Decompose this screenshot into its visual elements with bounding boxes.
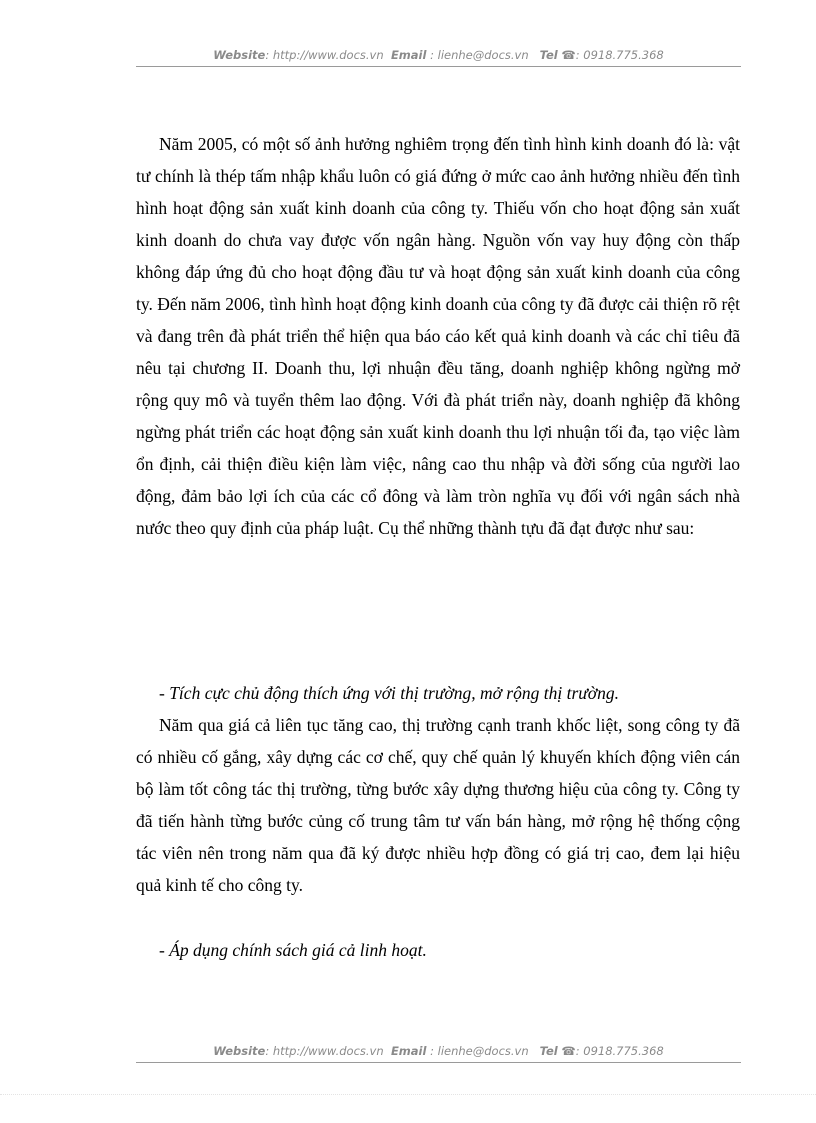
phone-icon: ☎ xyxy=(561,48,576,62)
list-item-market xyxy=(136,677,740,709)
header-email-label: Email xyxy=(390,48,427,62)
header-tel-label: Tel xyxy=(539,48,558,62)
header-email-link[interactable]: : lienhe@docs.vn xyxy=(430,48,529,62)
header-tel-value: : 0918.775.368 xyxy=(575,48,664,62)
page-header xyxy=(136,48,741,62)
body-paragraph-2 xyxy=(136,709,740,901)
header-divider xyxy=(136,66,741,67)
footer-tel-value: : 0918.775.368 xyxy=(575,1044,664,1058)
page-footer xyxy=(136,1044,741,1058)
list-item-pricing xyxy=(136,934,740,966)
header-website-link[interactable]: : http://www.docs.vn xyxy=(265,48,384,62)
page-bottom-edge xyxy=(0,1094,816,1095)
list-item-text: - Tích cực chủ động thích ứng với thị trường, mở rộng thị trường. xyxy=(159,683,620,703)
list-item-text: - Áp dụng chính sách giá cả linh hoạt. xyxy=(159,940,427,960)
footer-tel-label: Tel xyxy=(539,1044,558,1058)
footer-website-label: Website xyxy=(213,1044,266,1058)
paragraph-text: Năm qua giá cả liên tục tăng cao, thị trường cạnh tranh khốc liệt, song công ty đã có nhiều cố gắng, xây dựng các cơ chế, quy chế quản lý khuyến khích động viên cán bộ làm tốt công tác thị trường, từng bước xây dựng thương hiệu của công ty. Công ty đã tiến hành từng bước củng cố trung tâm tư vấn bán hàng, mở rộng hệ thống cộng tác viên nên trong năm qua đã ký được nhiều hợp đồng có giá trị cao, đem lại hiệu quả kinh tế cho công ty. xyxy=(136,715,740,895)
footer-email-label: Email xyxy=(390,1044,427,1058)
footer-website-link[interactable]: : http://www.docs.vn xyxy=(265,1044,384,1058)
footer-divider xyxy=(136,1062,741,1063)
footer-email-link[interactable]: : lienhe@docs.vn xyxy=(430,1044,529,1058)
header-website-label: Website xyxy=(213,48,266,62)
phone-icon: ☎ xyxy=(561,1044,576,1058)
body-paragraph-1 xyxy=(136,128,740,544)
paragraph-text: Năm 2005, có một số ảnh hưởng nghiêm trọng đến tình hình kinh doanh đó là: vật tư chính là thép tấm nhập khẩu luôn có giá đứng ở mức cao ảnh hưởng nhiều đến tình hình hoạt động sản xuất kinh doanh của công ty. Thiếu vốn cho hoạt động sản xuất kinh doanh do chưa vay được vốn ngân hàng. Nguồn vốn vay huy động còn thấp không đáp ứng đủ cho hoạt động đầu tư và hoạt động sản xuất kinh doanh của công ty. Đến năm 2006, tình hình hoạt động kinh doanh của công ty đã được cải thiện rõ rệt và đang trên đà phát triển thể hiện qua báo cáo kết quả kinh doanh và các chỉ tiêu đã nêu tại chương II. Doanh thu, lợi nhuận đều tăng, doanh nghiệp không ngừng mở rộng quy mô và tuyển thêm lao động. Với đà phát triển này, doanh nghiệp đã không ngừng phát triển các hoạt động sản xuất kinh doanh thu lợi nhuận tối đa, tạo việc làm ổn định, cải thiện điều kiện làm việc, nâng cao thu nhập và đời sống của người lao động, đảm bảo lợi ích của các cổ đông và làm tròn nghĩa vụ đối với ngân sách nhà nước theo quy định của pháp luật. Cụ thể những thành tựu đã đạt được như sau: xyxy=(136,134,740,538)
